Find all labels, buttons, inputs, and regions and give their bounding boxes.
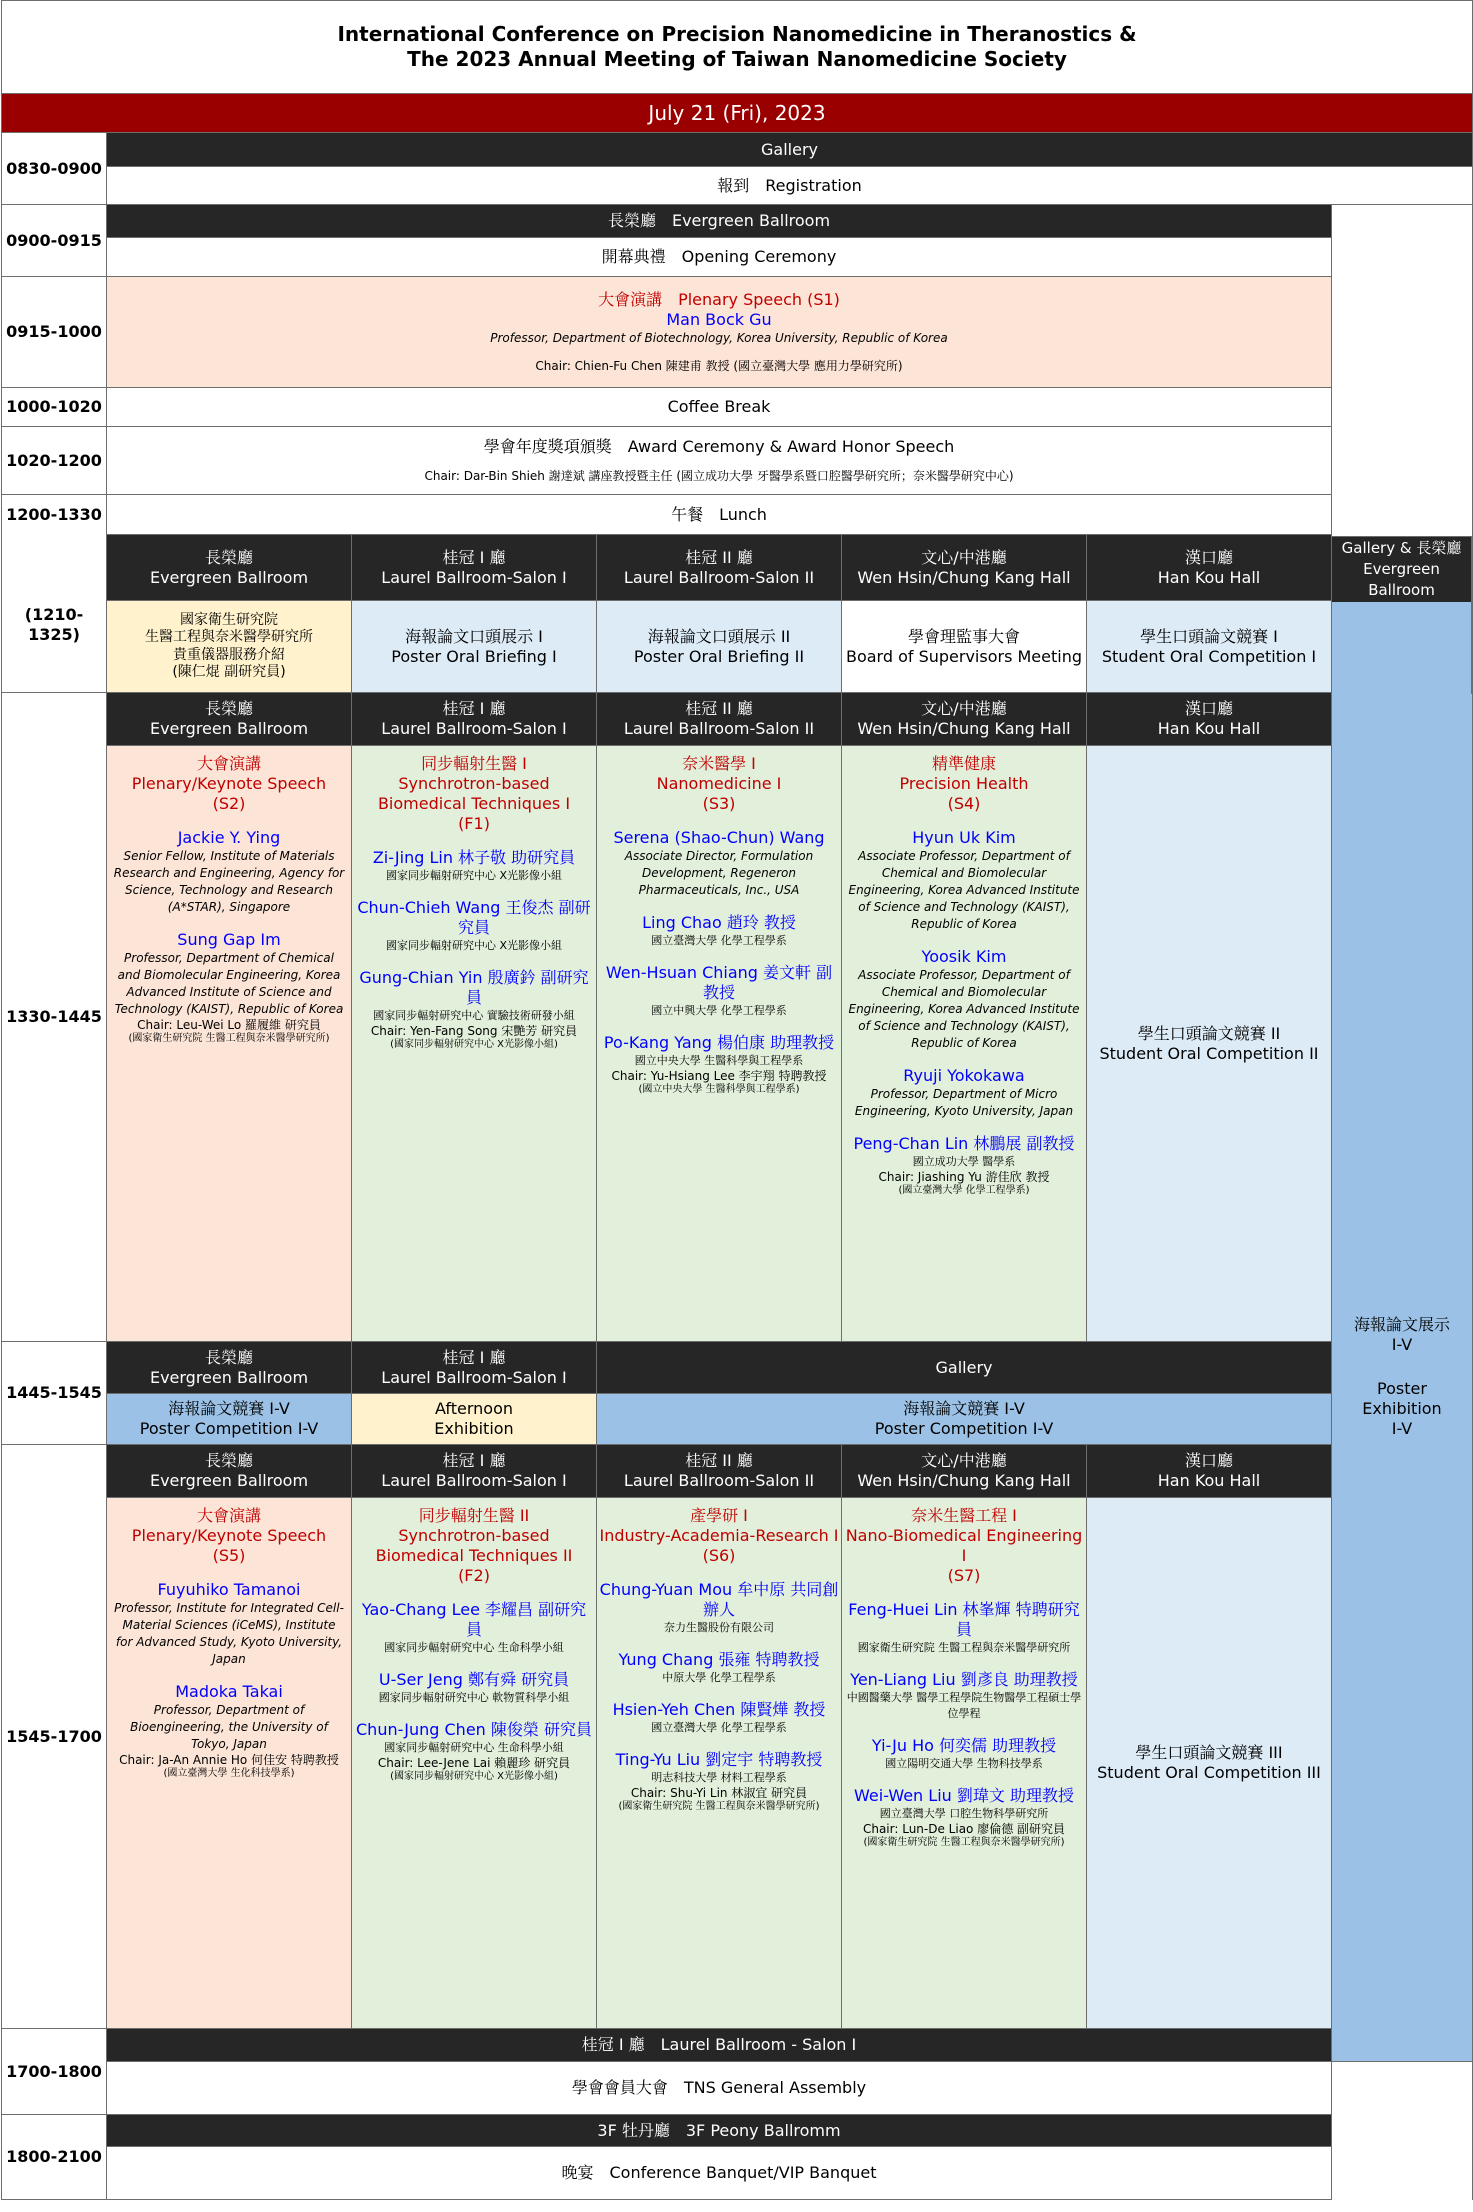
- time-slot: [2, 495, 107, 693]
- time-slot: 1700-1800: [2, 2029, 107, 2115]
- coffee-break-cell: Coffee Break: [107, 388, 1332, 427]
- room-header-evergreen: 長榮廳 Evergreen Ballroom: [107, 693, 352, 746]
- room-header-laurel-2: 桂冠 II 廳 Laurel Ballroom-Salon II: [597, 1445, 842, 1498]
- session-s7: 奈米生醫工程 I Nano-Biomedical Engineering I (S7) Feng-Huei Lin 林峯輝 特聘研究員 國家衛生研究院 生醫工程與奈米醫學研究所 Yen-Liang Liu 劉彥良 助理教授 中國醫藥大學 醫學工程學院生物醫學工程碩士學位學程 Yi-Ju Ho 何奕儒 助理教授 國立陽明交通大學 生物科技學系 Wei-Wen Liu 劉瑋文 助理教授 國立臺灣大學 口腔生物科學研究所 Chair: Lun-De Liao 廖倫德 副研究員 (國家衛生研究院 生醫工程與奈米醫學研究所): [842, 1498, 1087, 2029]
- session-f2: 同步輻射生醫 II Synchrotron-based Biomedical Techniques II (F2) Yao-Chang Lee 李耀昌 副研究員 國家同步輻射研究中心 生命科學小組 U-Ser Jeng 鄭有舜 研究員 國家同步輻射研究中心 軟物質科學小組 Chun-Jung Chen 陳俊榮 研究員 國家同步輻射研究中心 生命科學小組 Chair: Lee-Jene Lai 賴麗珍 研究員 (國家同步輻射研究中心 X光影像小組): [352, 1498, 597, 2029]
- s1-chair: Chair: Chien-Fu Chen 陳建甫 教授 (國立臺灣大學 應用力學研究所): [535, 359, 903, 373]
- s7-speaker-4: Wei-Wen Liu 劉瑋文 助理教授: [854, 1786, 1074, 1805]
- room-header-gallery: Gallery: [597, 1342, 1332, 1394]
- room-header-hankou: 漢口廳 Han Kou Hall: [1087, 535, 1332, 601]
- poster-oral-briefing-2: 海報論文口頭展示 II Poster Oral Briefing II: [597, 601, 842, 693]
- session-s6: 產學研 I Industry-Academia-Research I (S6) Chung-Yuan Mou 牟中原 共同創辦人 奈力生醫股份有限公司 Yung Chang 張雍 特聘教授 中原大學 化學工程學系 Hsien-Yeh Chen 陳賢燁 教授 國立臺灣大學 化學工程學系 Ting-Yu Liu 劉定宇 特聘教授 明志科技大學 材料工程學系 Chair: Shu-Yi Lin 林淑宜 研究員 (國家衛生研究院 生醫工程與奈米醫學研究所): [597, 1498, 842, 2029]
- title-line-2: The 2023 Annual Meeting of Taiwan Nanomedicine Society: [407, 47, 1067, 71]
- opening-ceremony-cell: 開幕典禮 Opening Ceremony: [107, 238, 1332, 277]
- s3-speaker-1: Serena (Shao-Chun) Wang: [613, 828, 825, 847]
- session-s4: 精準健康 Precision Health (S4) Hyun Uk Kim Associate Professor, Department of Chemical and Biomolecular Engineering, Korea Advanced Institute of Science and Technology (KAIST), Republic of Korea Yoosik Kim Associate Professor, Department of Chemical and Biomolecular Engineering, Korea Advanced Institute of Science and Technology (KAIST), Republic of Korea Ryuji Yokokawa Professor, Department of Micro Engineering, Kyoto University, Japan Peng-Chan Lin 林鵬展 副教授 國立成功大學 醫學系 Chair: Jiashing Yu 游佳欣 教授 (國立臺灣大學 化學工程學系): [842, 746, 1087, 1342]
- room-header-evergreen: 長榮廳 Evergreen Ballroom: [107, 535, 352, 601]
- time-slot: 1330-1445: [2, 693, 107, 1342]
- room-header-wenhsin: 文心/中港廳 Wen Hsin/Chung Kang Hall: [842, 693, 1087, 746]
- s4-speaker-1: Hyun Uk Kim: [912, 828, 1016, 847]
- f2-speaker-1: Yao-Chang Lee 李耀昌 副研究員: [361, 1600, 587, 1639]
- conference-title: [2, 1, 1473, 94]
- poster-exhibition-column: 海報論文展示 I-V Poster Exhibition I-V: [1332, 693, 1473, 2062]
- time-slot: 0915-1000: [2, 277, 107, 388]
- s4-speaker-2: Yoosik Kim: [921, 947, 1007, 966]
- f1-speaker-2: Chun-Chieh Wang 王俊杰 副研究員: [357, 898, 591, 937]
- award-ceremony-cell: [107, 427, 1332, 495]
- room-header-laurel-1: 桂冠 I 廳 Laurel Ballroom-Salon I: [352, 1445, 597, 1498]
- s4-speaker-4: Peng-Chan Lin 林鵬展 副教授: [853, 1134, 1075, 1153]
- s7-speaker-3: Yi-Ju Ho 何奕儒 助理教授: [871, 1736, 1057, 1755]
- student-oral-competition-2: 學生口頭論文競賽 II Student Oral Competition II: [1087, 746, 1332, 1342]
- time-1200: 1200-1330: [6, 505, 102, 524]
- room-header-wenhsin: 文心/中港廳 Wen Hsin/Chung Kang Hall: [842, 535, 1087, 601]
- board-meeting: 學會理監事大會 Board of Supervisors Meeting: [842, 601, 1087, 693]
- s2-speaker-2: Sung Gap Im: [177, 930, 281, 949]
- s3-speaker-3: Wen-Hsuan Chiang 姜文軒 副教授: [605, 963, 833, 1002]
- room-header-gallery: Gallery: [107, 133, 1473, 167]
- room-header-peony: 3F 牡丹廳 3F Peony Ballromm: [107, 2115, 1332, 2147]
- poster-exhibition-column-top: [1331, 602, 1472, 694]
- poster-competition-gallery: 海報論文競賽 I-V Poster Competition I-V: [597, 1394, 1332, 1445]
- room-header-gallery-evergreen: Gallery & 長榮廳 Evergreen Ballroom: [1331, 536, 1472, 603]
- schedule-table-afternoon: [1, 692, 1473, 2200]
- room-header-laurel-2: 桂冠 II 廳 Laurel Ballroom-Salon II: [597, 693, 842, 746]
- room-header-evergreen: 長榮廳 Evergreen Ballroom: [107, 1445, 352, 1498]
- f2-speaker-2: U-Ser Jeng 鄭有舜 研究員: [378, 1670, 570, 1689]
- award-chair: Chair: Dar-Bin Shieh 謝達斌 講座教授暨主任 (國立成功大學 牙醫學系暨口腔醫學研究所；奈米醫學研究中心): [424, 469, 1014, 483]
- time-slot: 0900-0915: [2, 205, 107, 277]
- registration-cell: 報到 Registration: [107, 167, 1473, 205]
- s5-speaker-2: Madoka Takai: [175, 1682, 283, 1701]
- session-s2: 大會演講 Plenary/Keynote Speech (S2) Jackie Y. Ying Senior Fellow, Institute of Materials Research and Engineering, Agency for Science, Technology and Research (A*STAR), Singapore Sung Gap Im Professor, Department of Chemical and Biomolecular Engineering, Korea Advanced Institute of Science and Technology (KAIST), Republic of Korea Chair: Leu-Wei Lo 羅履維 研究員 (國家衛生研究院 生醫工程與奈米醫學研究所): [107, 746, 352, 1342]
- s2-speaker-1: Jackie Y. Ying: [177, 828, 281, 847]
- s6-speaker-4: Ting-Yu Liu 劉定宇 特聘教授: [615, 1750, 823, 1769]
- room-header-laurel-1: 桂冠 I 廳 Laurel Ballroom-Salon I: [352, 693, 597, 746]
- f2-speaker-3: Chun-Jung Chen 陳俊榮 研究員: [356, 1720, 592, 1739]
- banquet-cell: 晚宴 Conference Banquet/VIP Banquet: [107, 2147, 1332, 2200]
- s3-speaker-4: Po-Kang Yang 楊伯康 助理教授: [603, 1033, 835, 1052]
- session-f1: 同步輻射生醫 I Synchrotron-based Biomedical Techniques I (F1) Zi-Jing Lin 林子敬 助研究員 國家同步輻射研究中心 X光影像小組 Chun-Chieh Wang 王俊杰 副研究員 國家同步輻射研究中心 X光影像小組 Gung-Chian Yin 殷廣鈐 副研究員 國家同步輻射研究中心 實驗技術研發小組 Chair: Yen-Fang Song 宋艷芳 研究員 (國家同步輻射研究中心 X光影像小組): [352, 746, 597, 1342]
- s6-speaker-3: Hsien-Yeh Chen 陳賢燁 教授: [612, 1700, 826, 1719]
- s6-speaker-1: Chung-Yuan Mou 牟中原 共同創辦人: [599, 1580, 839, 1619]
- f1-speaker-1: Zi-Jing Lin 林子敬 助研究員: [372, 848, 576, 867]
- student-oral-competition-1: 學生口頭論文競賽 I Student Oral Competition I: [1087, 601, 1332, 693]
- afternoon-exhibition: Afternoon Exhibition: [352, 1394, 597, 1445]
- time-slot: 1000-1020: [2, 388, 107, 427]
- schedule-table: [1, 0, 1473, 693]
- s1-label: 大會演講 Plenary Speech (S1): [598, 290, 840, 309]
- s6-speaker-2: Yung Chang 張雍 特聘教授: [618, 1650, 820, 1669]
- session-s5: 大會演講 Plenary/Keynote Speech (S5) Fuyuhiko Tamanoi Professor, Institute for Integrated Cell-Material Sciences (iCeMS), Institute for Advanced Study, Kyoto University, Japan Madoka Takai Professor, Department of Bioengineering, the University of Tokyo, Japan Chair: Ja-An Annie Ho 何佳安 特聘教授 (國立臺灣大學 生化科技學系): [107, 1498, 352, 2029]
- plenary-s1-cell: [107, 277, 1332, 388]
- room-header-laurel-1: 桂冠 I 廳 Laurel Ballroom-Salon I: [352, 535, 597, 601]
- room-header-evergreen: 長榮廳 Evergreen Ballroom: [107, 1342, 352, 1394]
- f1-speaker-3: Gung-Chian Yin 殷廣鈐 副研究員: [359, 968, 589, 1007]
- award-title: 學會年度獎項頒獎 Award Ceremony & Award Honor Speech: [483, 437, 955, 456]
- room-header-hankou: 漢口廳 Han Kou Hall: [1087, 693, 1332, 746]
- room-header-hankou: 漢口廳 Han Kou Hall: [1087, 1445, 1332, 1498]
- s7-speaker-2: Yen-Liang Liu 劉彥良 助理教授: [850, 1670, 1078, 1689]
- session-s3: 奈米醫學 I Nanomedicine I (S3) Serena (Shao-Chun) Wang Associate Director, Formulation Development, Regeneron Pharmaceuticals, Inc., USA Ling Chao 趙玲 教授 國立臺灣大學 化學工程學系 Wen-Hsuan Chiang 姜文軒 副教授 國立中興大學 化學工程學系 Po-Kang Yang 楊伯康 助理教授 國立中央大學 生醫科學與工程學系 Chair: Yu-Hsiang Lee 李宇翔 特聘教授 (國立中央大學 生醫科學與工程學系): [597, 746, 842, 1342]
- room-header-laurel-1: 桂冠 I 廳 Laurel Ballroom-Salon I: [352, 1342, 597, 1394]
- s1-affiliation: Professor, Department of Biotechnology, Korea University, Republic of Korea: [490, 331, 948, 345]
- time-slot: 1800-2100: [2, 2115, 107, 2200]
- s5-speaker-1: Fuyuhiko Tamanoi: [157, 1580, 301, 1599]
- time-slot: 1445-1545: [2, 1342, 107, 1445]
- general-assembly-cell: 學會會員大會 TNS General Assembly: [107, 2062, 1332, 2115]
- nhri-instrument-session: 國家衛生研究院 生醫工程與奈米醫學研究所 貴重儀器服務介紹 (陳仁焜 副研究員): [107, 601, 352, 693]
- s3-speaker-2: Ling Chao 趙玲 教授: [642, 913, 796, 932]
- time-slot: 1545-1700: [2, 1445, 107, 2029]
- room-header-evergreen: 長榮廳 Evergreen Ballroom: [107, 205, 1332, 238]
- s1-speaker: Man Bock Gu: [666, 310, 772, 329]
- room-header-wenhsin: 文心/中港廳 Wen Hsin/Chung Kang Hall: [842, 1445, 1087, 1498]
- poster-oral-briefing-1: 海報論文口頭展示 I Poster Oral Briefing I: [352, 601, 597, 693]
- title-line-1: International Conference on Precision Nanomedicine in Theranostics &: [337, 22, 1137, 46]
- time-1210: (1210-1325): [24, 605, 84, 644]
- poster-competition-evergreen: 海報論文競賽 I-V Poster Competition I-V: [107, 1394, 352, 1445]
- time-slot: 1020-1200: [2, 427, 107, 495]
- date-bar: July 21 (Fri), 2023: [2, 94, 1473, 133]
- time-slot: 0830-0900: [2, 133, 107, 205]
- lunch-cell: 午餐 Lunch: [107, 495, 1332, 535]
- s7-speaker-1: Feng-Huei Lin 林峯輝 特聘研究員: [848, 1600, 1080, 1639]
- room-header-laurel-1: 桂冠 I 廳 Laurel Ballroom - Salon I: [107, 2029, 1332, 2062]
- room-header-laurel-2: 桂冠 II 廳 Laurel Ballroom-Salon II: [597, 535, 842, 601]
- s4-speaker-3: Ryuji Yokokawa: [903, 1066, 1025, 1085]
- student-oral-competition-3: 學生口頭論文競賽 III Student Oral Competition III: [1087, 1498, 1332, 2029]
